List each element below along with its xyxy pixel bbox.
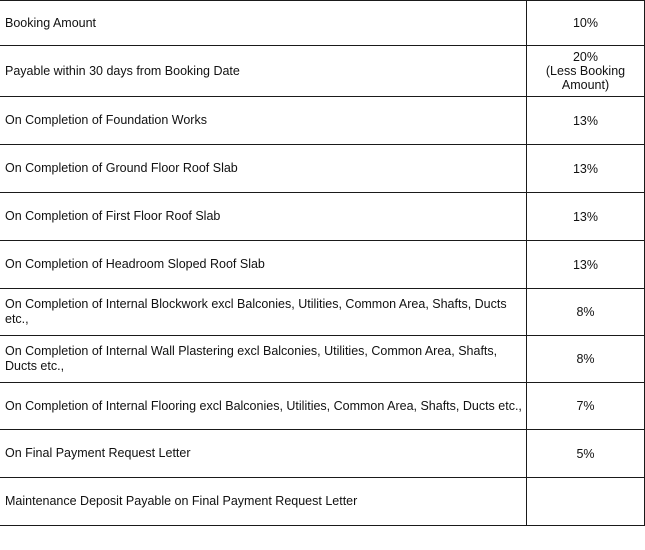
table-row (0, 383, 645, 430)
percent-cell: 5% (527, 430, 645, 478)
table-row (0, 478, 645, 526)
stage-cell: Booking Amount (0, 1, 527, 46)
stage-cell: On Completion of Foundation Works (0, 97, 527, 145)
percent-multiline: 20% (Less Booking Amount) (545, 50, 626, 92)
stage-cell: Maintenance Deposit Payable on Final Payment Request Letter (0, 478, 527, 526)
table-row (0, 241, 645, 289)
stage-cell: Payable within 30 days from Booking Date (0, 46, 527, 97)
stage-cell: On Completion of Internal Flooring excl Balconies, Utilities, Common Area, Shafts, Ducts etc., (0, 383, 527, 430)
stage-cell: On Completion of Internal Wall Plastering excl Balconies, Utilities, Common Area, Shafts, Ducts etc., (0, 336, 527, 383)
stage-cell: On Completion of Ground Floor Roof Slab (0, 145, 527, 193)
table-row (0, 97, 645, 145)
table-row (0, 1, 645, 46)
table-row (0, 46, 645, 97)
stage-cell: On Final Payment Request Letter (0, 430, 527, 478)
stage-cell: On Completion of Headroom Sloped Roof Slab (0, 241, 527, 289)
percent-cell (527, 46, 645, 97)
table-row (0, 336, 645, 383)
table-row (0, 145, 645, 193)
stage-cell: On Completion of First Floor Roof Slab (0, 193, 527, 241)
percent-cell: 8% (527, 289, 645, 336)
percent-cell: 13% (527, 241, 645, 289)
stage-cell: On Completion of Internal Blockwork excl Balconies, Utilities, Common Area, Shafts, Ducts etc., (0, 289, 527, 336)
percent-cell: 13% (527, 97, 645, 145)
percent-cell: 7% (527, 383, 645, 430)
table-row (0, 289, 645, 336)
table-row (0, 193, 645, 241)
percent-cell: 10% (527, 1, 645, 46)
percent-cell: 8% (527, 336, 645, 383)
percent-cell: 13% (527, 145, 645, 193)
percent-cell: 13% (527, 193, 645, 241)
table-row (0, 430, 645, 478)
percent-cell (527, 478, 645, 526)
